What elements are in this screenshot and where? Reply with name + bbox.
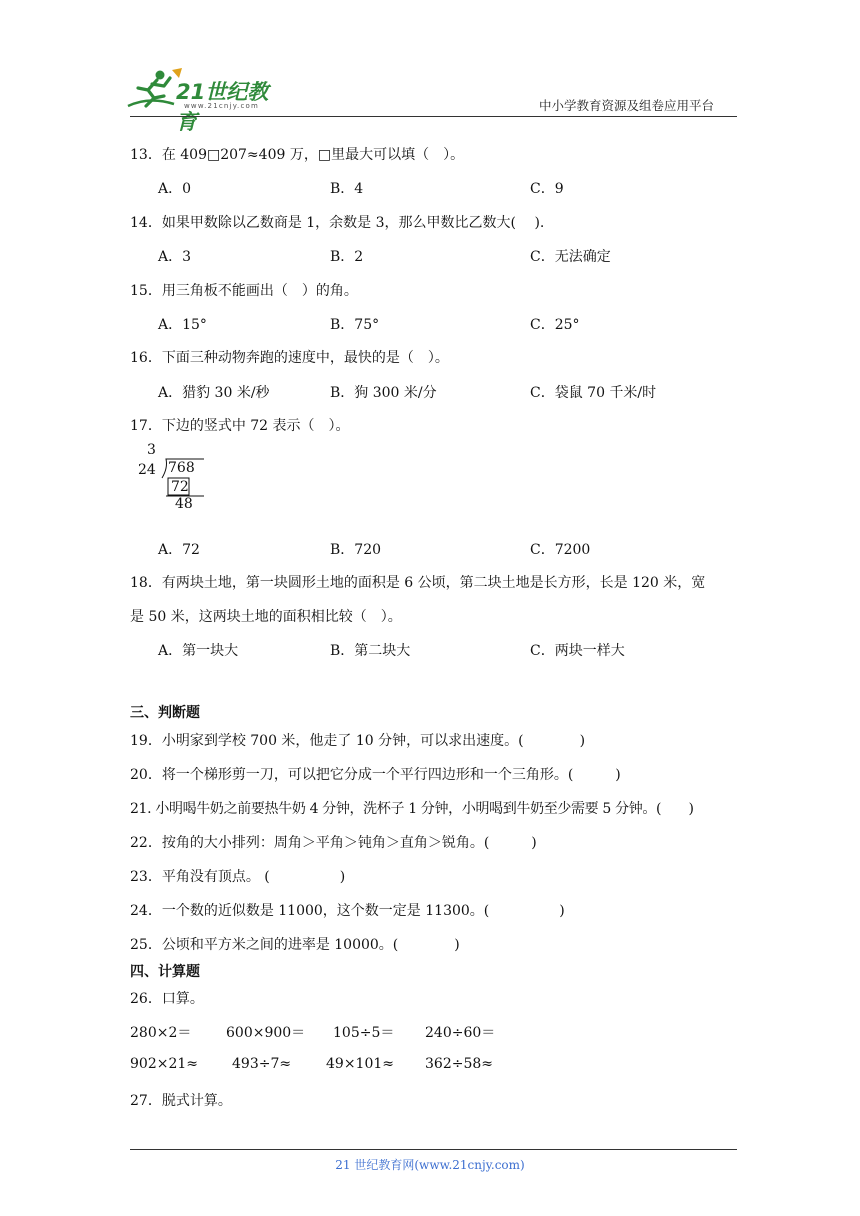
calc-r2-c4: 362÷58≈ — [425, 1056, 493, 1072]
q15-option-b: B．75° — [330, 317, 380, 333]
calc-r1-c1: 280×2＝ — [130, 1025, 192, 1041]
q18-option-c: C．两块一样大 — [530, 643, 625, 659]
runner-icon — [124, 66, 184, 116]
q17-option-a: A．72 — [158, 542, 200, 558]
q13-option-a: A．0 — [158, 181, 192, 197]
header-divider — [130, 116, 737, 117]
q14-option-a: A．3 — [158, 249, 192, 265]
calc-r1-c2: 600×900＝ — [226, 1025, 306, 1041]
footer-divider — [130, 1149, 737, 1150]
question-23: 23．平角没有顶点。 ( ) — [130, 869, 346, 885]
logo-url: www.21cnjy.com — [184, 102, 260, 110]
question-15: 15．用三角板不能画出（ ）的角。 — [130, 283, 358, 299]
question-17: 17．下边的竖式中 72 表示（ ）。 — [130, 418, 350, 434]
question-20: 20．将一个梯形剪一刀，可以把它分成一个平行四边形和一个三角形。( ) — [130, 767, 621, 783]
question-16: 16．下面三种动物奔跑的速度中，最快的是（ ）。 — [130, 350, 449, 366]
ld-dividend: 768 — [168, 460, 195, 476]
q17-option-c: C．7200 — [530, 542, 591, 558]
logo-text: 21世纪教育 — [176, 80, 269, 134]
question-18-line1: 18．有两块土地，第一块圆形土地的面积是 6 公顷，第二块土地是长方形，长是 120 米，宽 — [130, 575, 706, 591]
question-14: 14．如果甲数除以乙数商是 1，余数是 3，那么甲数比乙数大( ). — [130, 215, 545, 231]
question-13: 13．在 409□207≈409 万，□里最大可以填（ ）。 — [130, 147, 465, 163]
question-27: 27．脱式计算。 — [130, 1093, 232, 1109]
question-22: 22．按角的大小排列：周角＞平角＞钝角＞直角＞锐角。( ) — [130, 835, 537, 851]
question-24: 24．一个数的近似数是 11000，这个数一定是 11300。( ) — [130, 903, 565, 919]
section-4-title: 四、计算题 — [130, 964, 200, 980]
ld-remainder: 48 — [175, 496, 193, 512]
q14-option-c: C．无法确定 — [530, 249, 611, 265]
calc-r1-c4: 240÷60＝ — [425, 1025, 496, 1041]
q17-option-b: B．720 — [330, 542, 382, 558]
q16-option-b: B．狗 300 米/分 — [330, 385, 437, 401]
q16-option-a: A．猎豹 30 米/秒 — [158, 385, 270, 401]
question-19: 19．小明家到学校 700 米，他走了 10 分钟，可以求出速度。( ) — [130, 733, 586, 749]
question-21: 21. 小明喝牛奶之前要热牛奶 4 分钟，洗杯子 1 分钟，小明喝到牛奶至少需要 5 分钟。( ) — [130, 801, 694, 817]
section-3-title: 三、判断题 — [130, 705, 200, 721]
q13-option-b: B．4 — [330, 181, 364, 197]
q14-option-b: B．2 — [330, 249, 364, 265]
question-26: 26．口算。 — [130, 991, 204, 1007]
calc-r1-c3: 105÷5＝ — [333, 1025, 395, 1041]
ld-product: 72 — [171, 479, 189, 495]
q13-option-c: C．9 — [530, 181, 564, 197]
question-25: 25．公顷和平方米之间的进率是 10000。( ) — [130, 937, 460, 953]
header-platform-text: 中小学教育资源及组卷应用平台 — [539, 98, 715, 113]
ld-divisor: 24 — [138, 462, 156, 478]
calc-r2-c2: 493÷7≈ — [232, 1056, 292, 1072]
footer-link[interactable]: 21 世纪教育网(www.21cnjy.com) — [335, 1158, 525, 1172]
ld-lines — [136, 440, 216, 514]
q18-option-a: A．第一块大 — [158, 643, 239, 659]
calc-r2-c1: 902×21≈ — [130, 1056, 198, 1072]
calc-r2-c3: 49×101≈ — [326, 1056, 394, 1072]
q16-option-c: C．袋鼠 70 千米/时 — [530, 385, 657, 401]
ld-quotient: 3 — [147, 442, 156, 458]
q15-option-a: A．15° — [158, 317, 207, 333]
question-18-line2: 是 50 米，这两块土地的面积相比较（ ）。 — [130, 609, 402, 625]
long-division-figure — [136, 440, 216, 514]
q18-option-b: B．第二块大 — [330, 643, 411, 659]
site-logo — [124, 66, 289, 134]
q15-option-c: C．25° — [530, 317, 580, 333]
